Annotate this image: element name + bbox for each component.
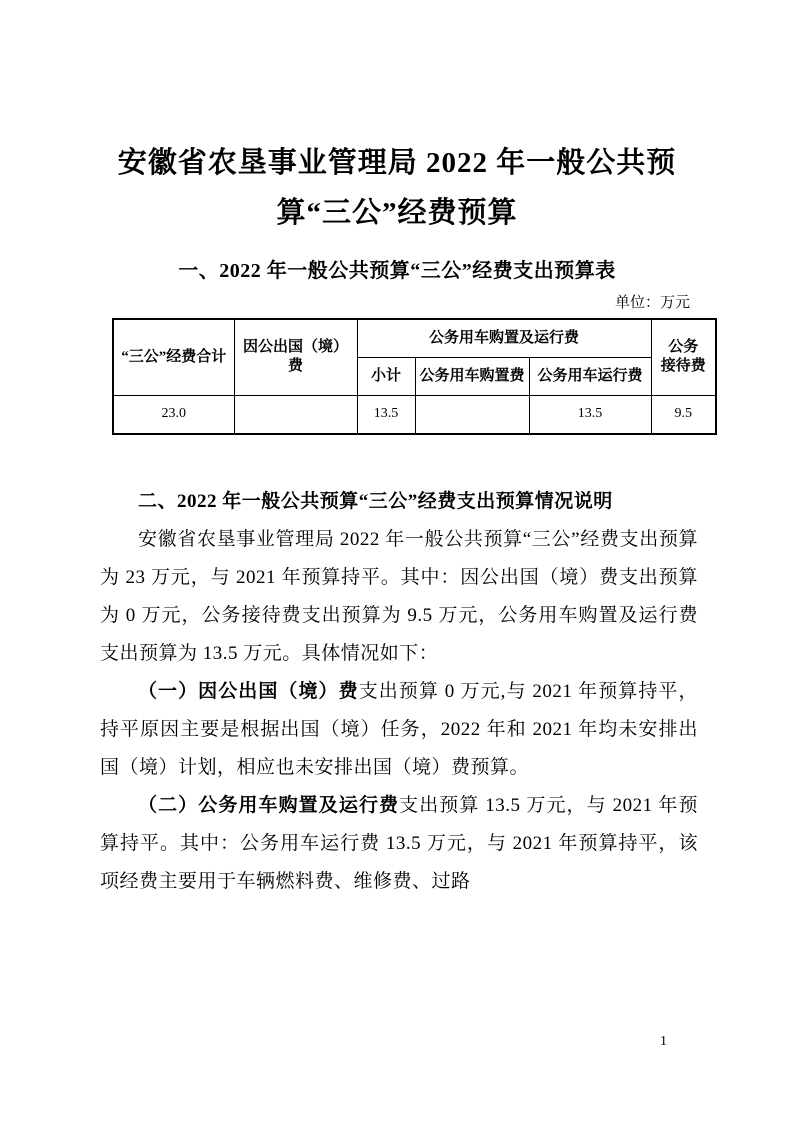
paragraph-vehicle-rest: 支出预算 13.5 万元，与 2021 年预算持平。其中：公务用车运行费 13.5 万元，与 2021 年预算持平，该项经费主要用于车辆燃料费、维修费、过路 — [100, 795, 698, 892]
cell-operation-value: 13.5 — [529, 395, 651, 434]
paragraph-abroad-rest: 支出预算 0 万元,与 2021 年预算持平，持平原因主要是根据出国（境）任务，2022 年和 2021 年均未安排出国（境）计划，相应也未安排出国（境）费预算。 — [100, 681, 698, 778]
paragraph-vehicle-lead: （二）公务用车购置及运行费 — [138, 795, 400, 816]
section1-heading: 一、2022 年一般公共预算“三公”经费支出预算表 — [178, 260, 616, 282]
table-data-row — [113, 395, 716, 434]
cell-reception-value: 9.5 — [651, 395, 716, 434]
page-number: 1 — [660, 1034, 667, 1049]
header-cell-abroad: 因公出国（境）费 — [234, 319, 357, 395]
document-title-line1: 安徽省农垦事业管理局 2022 年一般公共预 — [117, 147, 677, 179]
document-title-line2: 算“三公”经费预算 — [276, 197, 518, 229]
header-cell-subtotal: 小计 — [357, 357, 415, 395]
table-header-row-1 — [113, 319, 716, 357]
header-cell-reception-line1: 公务 — [668, 339, 699, 356]
header-cell-total: “三公”经费合计 — [113, 319, 234, 395]
unit-label: 单位：万元 — [614, 295, 690, 311]
cell-purchase-value — [415, 395, 529, 434]
header-cell-purchase: 公务用车购置费 — [415, 357, 529, 395]
cell-total-value: 23.0 — [113, 395, 234, 434]
paragraph-abroad — [100, 673, 698, 787]
header-cell-reception-line2: 接待费 — [660, 358, 706, 375]
paragraph-overview: 安徽省农垦事业管理局 2022 年一般公共预算“三公”经费支出预算为 23 万元，与 2021 年预算持平。其中：因公出国（境）费支出预算为 0 万元，公务接待费支出预算为 9.5 万元，公务用车购置及运行费支出预算为 13.5 万元。具体情况如下： — [100, 529, 698, 664]
budget-table — [112, 318, 717, 435]
paragraph-abroad-lead: （一）因公出国（境）费 — [138, 681, 359, 702]
document-title — [97, 138, 697, 238]
paragraph-vehicle — [100, 787, 698, 901]
cell-subtotal-value: 13.5 — [357, 395, 415, 434]
cell-abroad-value — [234, 395, 357, 434]
header-cell-operation: 公务用车运行费 — [529, 357, 651, 395]
header-cell-reception — [651, 319, 716, 395]
section2-body — [100, 483, 698, 901]
header-cell-vehicle-group: 公务用车购置及运行费 — [357, 319, 651, 357]
section2-heading: 二、2022 年一般公共预算“三公”经费支出预算情况说明 — [138, 491, 613, 512]
